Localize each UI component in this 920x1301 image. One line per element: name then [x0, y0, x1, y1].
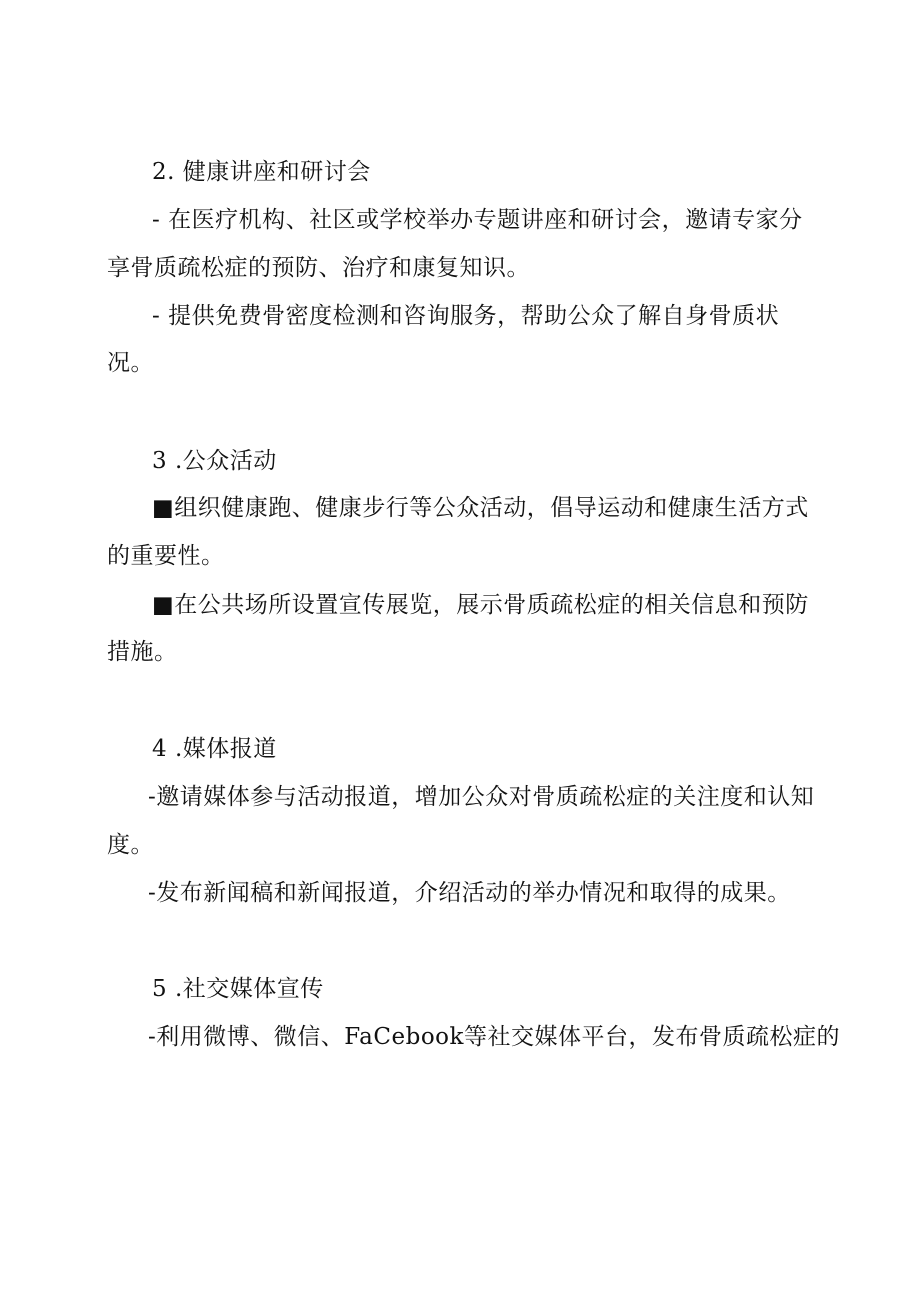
section-heading: 3 .公众活动 — [152, 448, 277, 474]
section-heading: 5 .社交媒体宣传 — [152, 976, 324, 1002]
paragraph-line: 况。 — [107, 350, 154, 376]
paragraph-line: -利用微博、微信、FaCebook等社交媒体平台，发布骨质疏松症的 — [148, 1024, 840, 1050]
paragraph-line: - 提供免费骨密度检测和咨询服务，帮助公众了解自身骨质状 — [152, 303, 780, 329]
paragraph-line: ■在公共场所设置宣传展览，展示骨质疏松症的相关信息和预防 — [152, 592, 809, 618]
paragraph-line: -邀请媒体参与活动报道，增加公众对骨质疏松症的关注度和认知 — [148, 784, 815, 810]
paragraph-line: ■组织健康跑、健康步行等公众活动，倡导运动和健康生活方式 — [152, 495, 809, 521]
section-heading: 4 .媒体报道 — [152, 736, 277, 762]
section-heading: 2. 健康讲座和研讨会 — [152, 159, 371, 185]
paragraph-line: - 在医疗机构、社区或学校举办专题讲座和研讨会，邀请专家分 — [152, 207, 803, 233]
paragraph-line: -发布新闻稿和新闻报道，介绍活动的举办情况和取得的成果。 — [148, 880, 791, 906]
paragraph-line: 享骨质疏松症的预防、治疗和康复知识。 — [107, 255, 530, 281]
paragraph-line: 度。 — [107, 832, 154, 858]
paragraph-line: 的重要性。 — [107, 543, 225, 569]
paragraph-line: 措施。 — [107, 639, 178, 665]
